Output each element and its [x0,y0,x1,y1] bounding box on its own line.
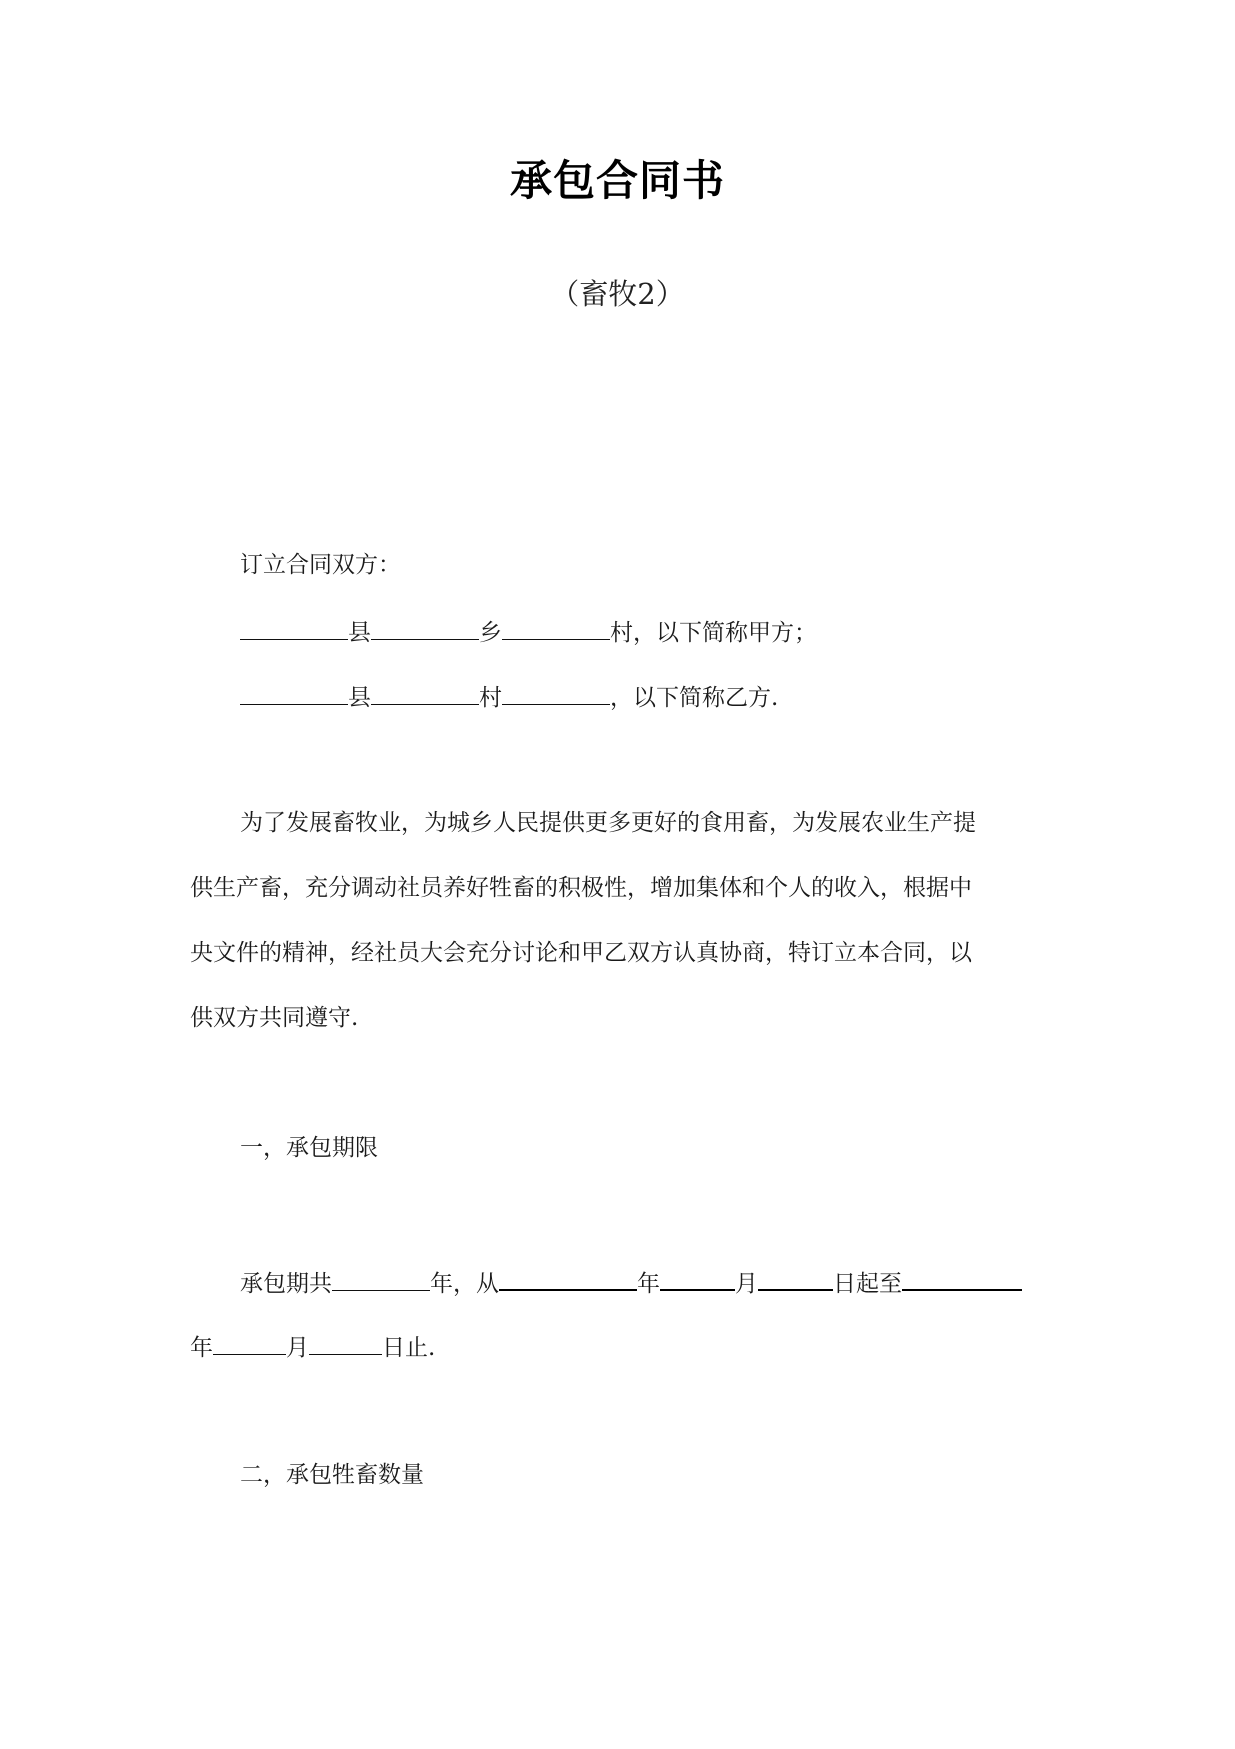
years-blank[interactable] [332,1266,430,1291]
month-label: 月 [735,1271,758,1297]
party-b-line [240,680,778,713]
name-blank[interactable] [502,680,610,705]
end-month-blank[interactable] [213,1330,286,1355]
document-subtitle: （畜牧2） [550,277,685,311]
term-line-2 [190,1330,435,1363]
party-a-line [240,615,817,648]
start-month-blank[interactable] [660,1265,735,1291]
township-label: 乡 [479,620,502,646]
month-label: 月 [286,1335,309,1361]
county-label: 县 [348,620,371,646]
township-blank[interactable] [371,615,479,640]
preamble-line: 为了发展畜牧业，为城乡人民提供更多更好的食用畜，为发展农业生产提 [240,810,976,836]
village-blank[interactable] [371,680,479,705]
term-end: 日止. [382,1335,436,1361]
term-from: 年，从 [430,1271,499,1297]
day-start-label: 日起至 [833,1271,902,1297]
year-label: 年 [637,1271,660,1297]
preamble-line: 供生产畜，充分调动社员养好牲畜的积极性，增加集体和个人的收入，根据中 [190,875,972,901]
end-year-blank[interactable] [902,1265,1022,1291]
parties-heading: 订立合同双方： [240,552,401,578]
preamble-line: 供双方共同遵守. [190,1005,359,1031]
document-title: 承包合同书 [509,156,725,205]
county-blank[interactable] [240,615,348,640]
end-day-blank[interactable] [309,1330,382,1355]
preamble-line: 央文件的精神，经社员大会充分讨论和甲乙双方认真协商，特订立本合同，以 [190,940,972,966]
term-line-1 [240,1265,1022,1299]
section-heading-quantity: 二，承包牲畜数量 [240,1462,424,1488]
village-blank[interactable] [502,615,610,640]
section-heading-term: 一，承包期限 [240,1135,378,1161]
village-label: 村 [479,685,502,711]
county-label: 县 [348,685,371,711]
year-label: 年 [190,1335,213,1361]
start-year-blank[interactable] [499,1265,637,1291]
start-day-blank[interactable] [758,1265,833,1291]
party-b-suffix: ，以下简称乙方. [610,685,779,711]
county-blank[interactable] [240,680,348,705]
term-prefix: 承包期共 [240,1271,332,1297]
party-a-suffix: 村，以下简称甲方； [610,620,817,646]
